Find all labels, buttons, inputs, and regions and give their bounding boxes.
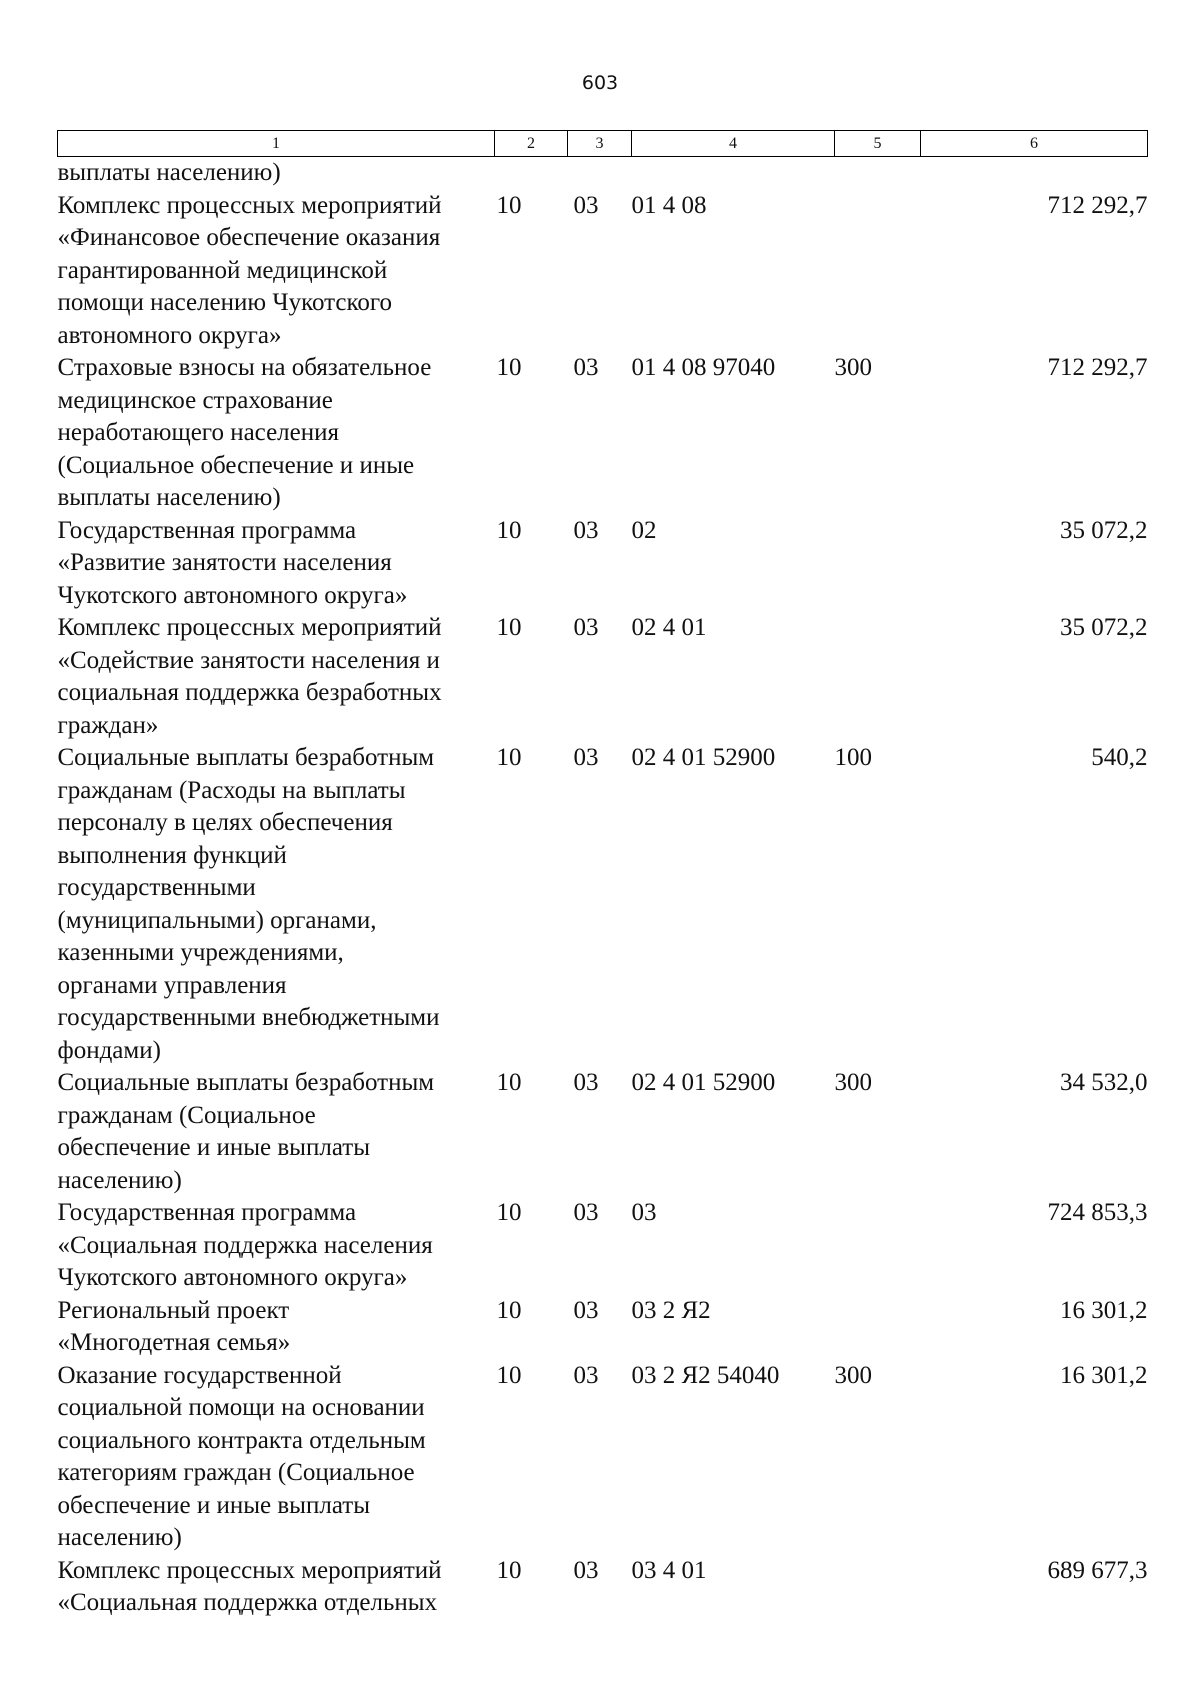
row-expense-type-cell	[835, 1295, 921, 1360]
row-name-cell: Социальные выплаты безработным гражданам (Расходы на выплаты персоналу в целях обеспечения выполнения функций государственными (муниципальными) органами, казенными учреждениями, органами управления государственными внебюджетными фондами)	[57, 744, 440, 1064]
table-header	[58, 131, 1148, 157]
table-row	[58, 1067, 1148, 1197]
row-target-code-cell: 02	[631, 516, 657, 544]
row-expense-type-cell	[835, 190, 921, 353]
row-target-code-cell: 03 4 01	[631, 1556, 707, 1584]
row-section-cell: 10	[496, 191, 522, 219]
row-target-code-cell	[632, 157, 835, 190]
row-section-cell: 10	[496, 1556, 522, 1584]
table-row	[58, 157, 1148, 190]
row-subsection-cell	[568, 157, 632, 190]
row-target-code-cell: 03 2 Я2	[631, 1296, 711, 1324]
row-subsection-cell: 03	[573, 614, 599, 641]
row-amount-cell: 540,2	[1091, 744, 1148, 771]
table-row	[58, 1295, 1148, 1360]
row-section-cell: 10	[496, 354, 522, 381]
header-col-3: 3	[568, 131, 632, 157]
row-target-code-cell: 02 4 01 52900	[631, 744, 776, 771]
row-expense-type-cell: 300	[834, 1361, 872, 1389]
row-expense-type-cell	[835, 157, 921, 190]
row-expense-type-cell: 100	[834, 744, 872, 771]
row-amount-cell	[921, 157, 1148, 190]
row-subsection-cell: 03	[573, 1296, 599, 1324]
row-name-cell: Комплекс процессных мероприятий «Социальная поддержка отдельных	[57, 1556, 442, 1616]
row-name-cell: Региональный проект «Многодетная семья»	[57, 1296, 291, 1356]
row-section-cell: 10	[496, 1361, 522, 1389]
row-target-code-cell: 02 4 01 52900	[631, 1069, 776, 1096]
row-section-cell: 10	[496, 744, 522, 771]
row-target-code-cell: 02 4 01	[631, 614, 707, 641]
row-subsection-cell: 03	[573, 1361, 599, 1389]
row-expense-type-cell: 300	[834, 1069, 872, 1096]
row-name-cell: Государственная программа «Развитие занятости населения Чукотского автономного округа»	[57, 516, 408, 609]
row-name-cell: Страховые взносы на обязательное медицинское страхование неработающего населения (Социальное обеспечение и иные выплаты населению)	[57, 354, 432, 511]
row-expense-type-cell	[835, 1197, 921, 1295]
row-subsection-cell: 03	[573, 1556, 599, 1584]
row-section-cell: 10	[496, 1069, 522, 1096]
row-amount-cell: 724 853,3	[1047, 1199, 1148, 1226]
row-target-code-cell: 03 2 Я2 54040	[631, 1361, 780, 1389]
row-name-cell: Социальные выплаты безработным гражданам (Социальное обеспечение и иные выплаты населению)	[57, 1069, 435, 1194]
row-section-cell: 10	[496, 516, 522, 544]
table-row	[58, 515, 1148, 613]
row-subsection-cell: 03	[573, 744, 599, 771]
row-name-cell: Комплекс процессных мероприятий «Содействие занятости населения и социальная поддержка безработных граждан»	[57, 614, 442, 739]
row-expense-type-cell	[835, 515, 921, 613]
row-expense-type-cell: 300	[834, 354, 872, 381]
row-target-code-cell: 01 4 08 97040	[631, 354, 776, 381]
table-row	[58, 1555, 1148, 1620]
row-section-cell: 10	[496, 614, 522, 641]
table-row	[58, 1360, 1148, 1555]
row-name-cell: Комплекс процессных мероприятий «Финансовое обеспечение оказания гарантированной медицинской помощи населению Чукотского автономного округа»	[57, 191, 442, 349]
row-subsection-cell: 03	[573, 1199, 599, 1226]
row-amount-cell: 689 677,3	[1047, 1556, 1148, 1584]
row-amount-cell: 35 072,2	[1060, 516, 1148, 544]
row-name-cell: Государственная программа «Социальная поддержка населения Чукотского автономного округа»	[57, 1199, 433, 1291]
header-col-1: 1	[58, 131, 495, 157]
row-subsection-cell: 03	[573, 1069, 599, 1096]
row-amount-cell: 34 532,0	[1060, 1069, 1148, 1096]
row-name-cell: выплаты населению)	[57, 159, 281, 186]
row-section-cell: 10	[496, 1199, 522, 1226]
table-row	[58, 190, 1148, 353]
row-name-cell: Оказание государственной социальной помощи на основании социального контракта отдельным категориям граждан (Социальное обеспечение и иные выплаты населению)	[57, 1361, 426, 1551]
row-amount-cell: 16 301,2	[1060, 1361, 1148, 1389]
table-row	[58, 742, 1148, 1067]
row-section-cell: 10	[496, 1296, 522, 1324]
table-row	[58, 612, 1148, 742]
row-expense-type-cell	[835, 1555, 921, 1620]
table-body	[58, 157, 1148, 1620]
page-number: 603	[581, 72, 619, 94]
row-amount-cell: 712 292,7	[1047, 191, 1148, 219]
header-col-4: 4	[632, 131, 835, 157]
table-row	[58, 1197, 1148, 1295]
row-expense-type-cell	[835, 612, 921, 742]
header-col-2: 2	[495, 131, 568, 157]
row-amount-cell: 712 292,7	[1047, 354, 1148, 381]
header-col-6: 6	[921, 131, 1148, 157]
row-amount-cell: 16 301,2	[1060, 1296, 1148, 1324]
row-section-cell	[495, 157, 568, 190]
row-subsection-cell: 03	[573, 191, 599, 219]
row-target-code-cell: 01 4 08	[631, 191, 707, 219]
row-subsection-cell: 03	[573, 354, 599, 381]
header-col-5: 5	[835, 131, 921, 157]
row-target-code-cell: 03	[631, 1199, 657, 1226]
budget-table	[57, 130, 1148, 1620]
budget-table-container	[57, 130, 1147, 1620]
table-row	[58, 352, 1148, 515]
header-row	[58, 131, 1148, 157]
row-amount-cell: 35 072,2	[1060, 614, 1148, 641]
row-subsection-cell: 03	[573, 516, 599, 544]
